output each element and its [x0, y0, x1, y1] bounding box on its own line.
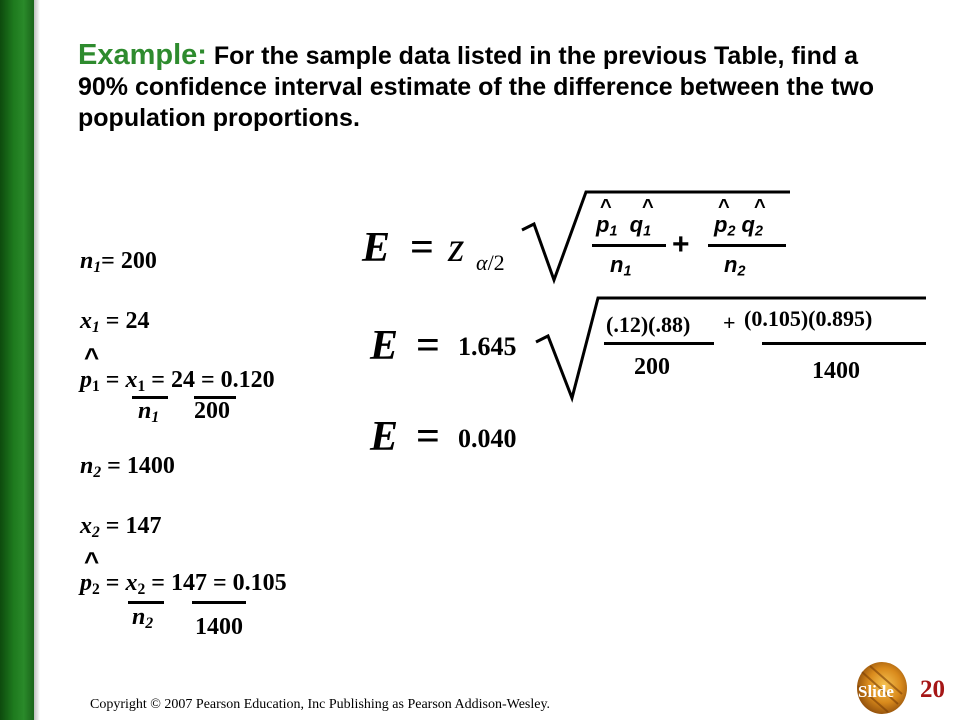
n1-sub: 1	[93, 258, 102, 276]
p2-equals: =	[105, 570, 120, 596]
q1-hat-formula-icon: ^	[642, 196, 654, 218]
p1-symbol: p	[80, 367, 92, 393]
formula-fraction-bar-2	[708, 244, 786, 247]
x1-symbol: x	[80, 308, 92, 334]
formula-z: z	[448, 225, 465, 271]
formula-p1-sub: 1	[609, 223, 618, 240]
x2-value: = 147	[105, 513, 162, 539]
formula-n1	[610, 252, 631, 280]
p1-x: x	[125, 367, 138, 393]
p1-numerator: 24	[170, 367, 195, 393]
substitution-z-value: 1.645	[458, 332, 517, 361]
p1-equals-2: =	[151, 367, 165, 393]
p2-equals-2: =	[151, 570, 165, 596]
p2-n-sub: 2	[145, 614, 154, 632]
formula-plus: +	[672, 228, 690, 261]
substitution-plus: +	[723, 310, 736, 335]
p1-n-symbol: n	[138, 398, 152, 424]
formula-p1q1	[596, 212, 651, 240]
formula-alpha-half	[476, 250, 505, 276]
slide-title	[78, 40, 898, 134]
formula-q1-sub: 1	[643, 223, 652, 240]
substitution-fraction-bar-2	[762, 342, 926, 345]
p1-denominator-n	[138, 398, 159, 427]
p2-numerator: 147	[170, 570, 207, 596]
formula-equals: =	[410, 225, 434, 271]
substitution-fraction-bar-1	[604, 342, 714, 345]
n2-value: = 1400	[107, 453, 175, 479]
p1-x-sub: 1	[137, 377, 146, 395]
x2-sub: 2	[92, 523, 100, 541]
example-label: Example:	[78, 39, 207, 71]
slide-number: 20	[920, 676, 945, 703]
substitution-equals: =	[416, 323, 440, 369]
p2-fraction-bar-2	[192, 601, 246, 604]
n1-line	[80, 248, 157, 277]
alpha-symbol: α	[476, 250, 488, 275]
n2-sub: 2	[93, 463, 102, 481]
p2-hat-formula-icon: ^	[718, 196, 730, 218]
result-equals: =	[416, 414, 440, 460]
p2-sub: 2	[92, 580, 100, 598]
p1-line	[80, 367, 275, 396]
example-text: For the sample data listed in the previous Table, find a 90% confidence interval estimate of the difference between the two population proportions.	[78, 42, 875, 132]
formula-fraction-bar-1	[592, 244, 666, 247]
p2-result: = 0.105	[212, 570, 287, 596]
formula-q1: q	[629, 212, 644, 237]
substitution-den1: 200	[634, 354, 670, 380]
left-green-bar	[0, 0, 34, 720]
p1-result: = 0.120	[200, 367, 275, 393]
p2-denominator-n	[132, 604, 153, 633]
p2-denominator: 1400	[195, 614, 243, 640]
result-value: 0.040	[458, 424, 517, 453]
formula-n2-symbol: n	[724, 252, 738, 277]
result-E: E	[370, 414, 399, 460]
substitution-num2: (0.105)(0.895)	[744, 306, 873, 331]
left-bar-shadow	[34, 0, 40, 720]
formula-n2	[724, 252, 745, 280]
p2-x-sub: 2	[137, 580, 146, 598]
n2-symbol: n	[80, 453, 94, 479]
p1-equals: =	[105, 367, 120, 393]
n2-line	[80, 453, 175, 482]
formula-q2-sub: 2	[754, 223, 763, 240]
slide-label: Slide	[858, 682, 894, 701]
p1-n-sub: 1	[151, 408, 160, 426]
formula-q2: q	[741, 212, 755, 237]
n1-symbol: n	[80, 248, 94, 274]
x1-value: = 24	[105, 308, 150, 334]
x1-sub: 1	[92, 318, 100, 336]
substitution-num1: (.12)(.88)	[606, 312, 691, 337]
p2-x: x	[125, 570, 138, 596]
formula-p1: p	[596, 212, 610, 237]
x2-line	[80, 513, 161, 542]
formula-p2q2	[714, 212, 763, 240]
p2-line	[80, 570, 287, 599]
p1-hat-icon: ^	[84, 342, 100, 372]
x2-symbol: x	[80, 513, 92, 539]
q2-hat-formula-icon: ^	[754, 196, 766, 218]
copyright-footer: Copyright © 2007 Pearson Education, Inc Publishing as Pearson Addison-Wesley.	[90, 697, 551, 712]
p1-hat-formula-icon: ^	[600, 196, 612, 218]
formula-p2-sub: 2	[727, 223, 736, 240]
p1-denominator: 200	[194, 398, 230, 424]
substitution-E: E	[370, 323, 399, 369]
formula-p2: p	[714, 212, 728, 237]
x1-line	[80, 308, 149, 337]
n1-value: = 200	[101, 248, 157, 274]
p1-sub: 1	[92, 377, 100, 395]
formula-n1-sub: 1	[623, 263, 632, 280]
p2-n-symbol: n	[132, 604, 146, 630]
half-symbol: /2	[487, 250, 505, 275]
p2-hat-icon: ^	[84, 546, 100, 576]
formula-E: E	[362, 225, 391, 271]
formula-n1-symbol: n	[610, 252, 624, 277]
p2-symbol: p	[80, 570, 92, 596]
substitution-den2: 1400	[812, 358, 860, 384]
formula-n2-sub: 2	[737, 263, 746, 280]
